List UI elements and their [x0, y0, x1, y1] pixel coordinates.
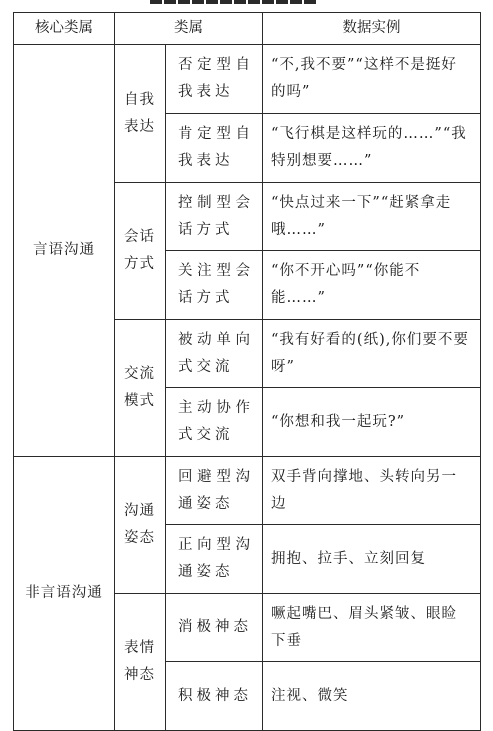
header-row [14, 13, 481, 45]
data-table [13, 12, 481, 731]
type-cell: 主动协作式交流 [166, 388, 263, 457]
type-cell: 肯定型自我表达 [166, 114, 263, 183]
subcategory-communication-posture: 沟通姿态 [115, 457, 166, 594]
type-cell: 积极神态 [166, 662, 263, 731]
table-row [14, 457, 481, 525]
core-category-nonverbal: 非言语沟通 [14, 457, 115, 731]
table-row [14, 45, 481, 114]
example-cell: 拥抱、拉手、立刻回复 [263, 525, 481, 594]
type-cell: 被动单向式交流 [166, 320, 263, 388]
example-cell: “飞行棋是这样玩的……”“我特别想要……” [263, 114, 481, 183]
example-cell: 噘起嘴巴、眉头紧皱、眼睑下垂 [263, 594, 481, 662]
example-cell: “不,我不要”“这样不是挺好的吗” [263, 45, 481, 114]
subcategory-conversation-style: 会话方式 [115, 183, 166, 320]
example-cell: “你想和我一起玩?” [263, 388, 481, 457]
core-category-verbal: 言语沟通 [14, 45, 115, 457]
subcategory-exchange-mode: 交流模式 [115, 320, 166, 457]
header-data-example: 数据实例 [263, 13, 481, 45]
type-cell: 消极神态 [166, 594, 263, 662]
example-cell: 注视、微笑 [263, 662, 481, 731]
example-cell: 双手背向撑地、头转向另一边 [263, 457, 481, 525]
subcategory-facial-expression: 表情神态 [115, 594, 166, 731]
header-subcategory: 类属 [115, 13, 263, 45]
type-cell: 否定型自我表达 [166, 45, 263, 114]
type-cell: 回避型沟通姿态 [166, 457, 263, 525]
type-cell: 正向型沟通姿态 [166, 525, 263, 594]
example-cell: “我有好看的(纸),你们要不要呀” [263, 320, 481, 388]
subcategory-self-expression: 自我表达 [115, 45, 166, 183]
cropped-title-fragment [150, 0, 350, 4]
type-cell: 关注型会话方式 [166, 251, 263, 320]
header-core-category: 核心类属 [14, 13, 115, 45]
example-cell: “你不开心吗”“你能不能……” [263, 251, 481, 320]
example-cell: “快点过来一下”“赶紧拿走哦……” [263, 183, 481, 251]
type-cell: 控制型会话方式 [166, 183, 263, 251]
